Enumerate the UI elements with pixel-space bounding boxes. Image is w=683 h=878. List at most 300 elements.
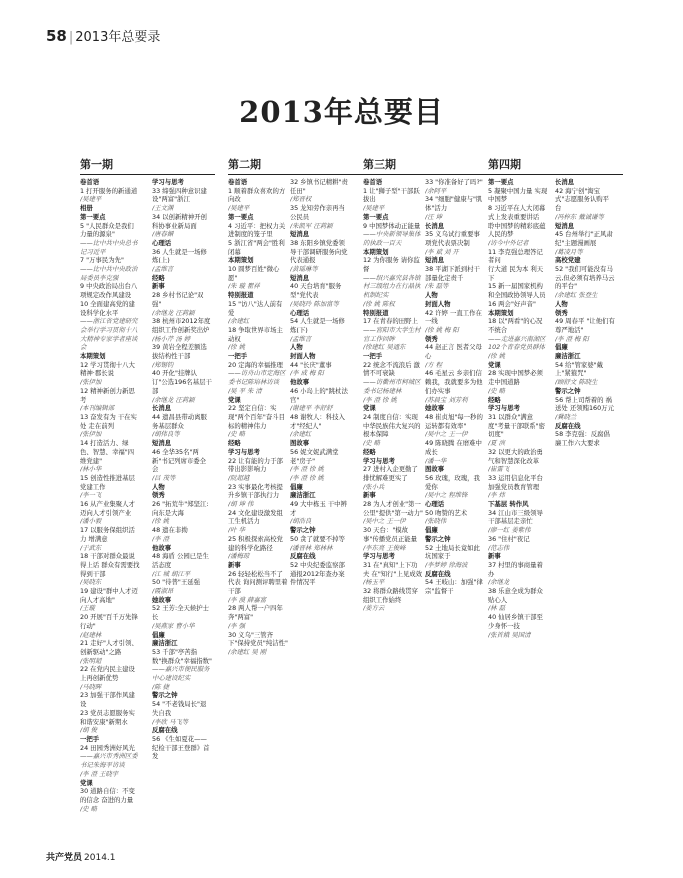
- section-label: 学习与思考: [363, 456, 395, 465]
- author-line: /胡伟良等: [152, 430, 180, 439]
- article-entry: 58 李克强：反腐倡廉工作六大要求: [555, 430, 610, 448]
- section-label: 人物: [290, 343, 303, 352]
- section-label: 短消息: [425, 256, 445, 265]
- article-entry: 15 新一届国家机构和全国政协领导人员: [488, 282, 546, 300]
- article-entry: 13 奋发有为 干在实处 走在前列: [80, 412, 137, 430]
- article-entry: 35 义乌试行重要事项党代表票决制: [425, 230, 480, 247]
- article-entry: 45 台州举行"正风肃纪"主题漫画展: [555, 230, 613, 247]
- section-label: 人物: [152, 482, 165, 491]
- toc-column: [290, 178, 350, 848]
- section-label: 学习与思考: [228, 447, 260, 456]
- section-label: 长消息: [425, 221, 445, 230]
- article-entry: 34 江山市三级领导干部基层走亲忙: [488, 508, 543, 526]
- author-line: /霞淑昂: [152, 587, 174, 596]
- author-line: /吴建平: [363, 204, 385, 213]
- author-line: /吴晓玲 陈加富等: [290, 299, 339, 308]
- article-entry: 23 党员志愿服务实和谐安康"新期水: [80, 708, 135, 726]
- author-line: /徐 姚 梅 阳: [425, 325, 459, 334]
- section-label: 领秀: [555, 308, 568, 317]
- author-line: /李 澄 王晓宇: [80, 769, 119, 778]
- article-entry: 38 东阳乡镇党委领导干部调研服务向党代表通报: [290, 238, 348, 265]
- article-entry: 33 运用信息化平台加强党员教育管理: [488, 473, 543, 491]
- section-label: 短消息: [290, 230, 310, 239]
- author-line: /余阿平: [425, 186, 447, 195]
- toc-column: [425, 178, 485, 848]
- article-entry: 50 "待普"王延强: [152, 578, 200, 587]
- article-entry: 56 玫瑰，玫瑰，我爱你: [425, 473, 480, 491]
- section-label: 领秀: [152, 491, 165, 500]
- article-entry: 46 毛星云 乡亲们信赖我，我就要多为他们办实事: [425, 369, 483, 395]
- section-label: 反腐在线: [152, 726, 178, 735]
- article-entry: 38 乐意全成为群众贴心人: [488, 587, 543, 604]
- toc-column: [363, 178, 423, 848]
- article-entry: 5 凝聚中国力量 实现中国梦: [488, 186, 548, 204]
- article-entry: 16 从产业集聚人才迈向人才引领产业: [80, 500, 135, 517]
- author-line: /孟维言: [152, 265, 174, 274]
- article-entry: 31 以群众"满意度"考量干部联系"密切度": [488, 412, 546, 439]
- author-line: /李一飞: [80, 491, 102, 500]
- author-line: /李 澄 徐 姚: [290, 465, 324, 474]
- author-line: /阮超越: [228, 473, 250, 482]
- article-entry: 44 赵正言 医者父母心: [425, 343, 482, 361]
- author-line: /江 城 胡江平: [152, 569, 191, 578]
- section-label: 第一要点: [488, 178, 514, 186]
- article-entry: 56 《生如夏花——纪检干部王登群》首发: [152, 735, 210, 761]
- article-entry: 12 为你服务 请你监督: [363, 256, 420, 274]
- article-entry: 32 乡镇书记精耕"责任田": [290, 178, 348, 195]
- author-line: /徐 姚: [488, 352, 505, 361]
- header-separator: |: [68, 30, 74, 45]
- article-entry: 48 谢牧人：科技入才"经纪人": [290, 412, 345, 430]
- section-label: 党课: [228, 395, 241, 404]
- author-line: ——比中共中央总书记习近平: [80, 238, 138, 256]
- toc-column: [80, 178, 140, 848]
- section-label: 经略: [363, 447, 376, 456]
- article-entry: 8 习近平在人大闭幕式上发表重要讲话: [488, 204, 546, 221]
- author-line: /冀晓兰: [555, 412, 577, 421]
- author-line: ——绍兴嘉究县各镇村三级组力在行晶执机制纪实: [363, 273, 421, 300]
- section-label: 卷首语: [80, 178, 100, 186]
- section-label: 长消息: [152, 404, 172, 413]
- author-line: /吕 茂等: [152, 473, 176, 482]
- section-label: 倡廉: [425, 526, 438, 535]
- section-label: 新事: [488, 552, 501, 561]
- author-line: /朱 磊等: [425, 282, 449, 291]
- author-line: /李 澄: [152, 534, 169, 543]
- article-entry: 22 坚定自信：实现"两个百年"奋斗目标的精神伟力: [228, 404, 286, 430]
- article-entry: 40 开化"挂牌认订"公选196名基层干部: [152, 369, 212, 395]
- page-footer: [46, 850, 116, 863]
- author-line: /王璇: [80, 604, 95, 613]
- article-entry: 24 田园秀洲好风光: [80, 743, 135, 752]
- article-entry: 32 将群众路线贯穿组织工作始终: [363, 587, 418, 604]
- author-line: ——宫阳市大学生村官工作回眸: [363, 325, 421, 343]
- article-entry: 20 定海的幸福推理: [228, 360, 283, 369]
- author-line: /杨小芹 汤 婷: [152, 334, 191, 343]
- article-entry: 22 让有能的力于部带出影影响力: [228, 456, 283, 474]
- page-title: 2013年总要目: [239, 95, 444, 129]
- article-entry: 35 龙知劳作亲再当公民员: [290, 204, 345, 221]
- section-label: 经略: [152, 273, 165, 282]
- article-entry: 50 吻赞的艺术: [425, 508, 468, 517]
- author-line: /范志伟: [488, 543, 510, 552]
- article-entry: 22 在党内民主建设上再创新优势: [80, 665, 135, 683]
- section-label: 她故事: [425, 404, 445, 413]
- author-line: /冯梓东 戴诚谦等: [555, 212, 604, 221]
- author-line: /李 澄 徐 姚: [290, 473, 324, 482]
- article-entry: 28 为人才创业"第一公里"提供"第一动力": [363, 500, 423, 517]
- author-line: /张首娥 吴国清: [488, 630, 531, 639]
- article-entry: 42 海宁创"淘宝式"志愿服务认购平台: [555, 186, 610, 213]
- section-label: 她故事: [152, 595, 172, 604]
- author-line: /李 漠 薛嘉富: [228, 595, 267, 604]
- article-entry: 34 "细胞"健康与"肌体"活力: [425, 195, 483, 213]
- author-line: ——比中共中央政治局委员李克强: [80, 265, 138, 282]
- author-line: /李东亮 王俊峰: [363, 543, 406, 552]
- issue-heading-2: 第二期: [228, 156, 363, 175]
- article-entry: 23 加强干部作风建设: [80, 691, 135, 709]
- article-entry: 1 打开服务的新通道: [80, 186, 138, 195]
- toc-column: [152, 178, 212, 848]
- author-line: /李 澄 徐 姚: [363, 395, 397, 404]
- author-line: ——访舟山市定海区委书记陈培林访谈: [228, 369, 286, 387]
- author-line: /余继龙 汪莉颖: [152, 308, 195, 317]
- author-line: /方 程: [425, 360, 442, 369]
- section-label: 警示之钟: [152, 691, 178, 700]
- section-label: 心理话: [290, 308, 310, 317]
- article-entry: 33 缔强四种意识建设"两富"浙江: [152, 186, 207, 204]
- author-line: /林小华: [80, 465, 102, 474]
- article-entry: 21 走好"人才引领、创新驱动"之路: [80, 639, 138, 656]
- article-entry: 38 杭州市2012年度组织工作创新奖出炉: [152, 317, 211, 334]
- section-label: 特别报道: [228, 291, 254, 300]
- article-entry: 50 贪了就要不掉等: [290, 534, 345, 543]
- running-head: 2013年总要录: [75, 30, 161, 45]
- author-line: /张晓伟: [425, 517, 447, 526]
- article-entry: 12 学习贯彻十八大精神·郡长说: [80, 360, 135, 378]
- section-label: 学习与思考: [363, 552, 395, 561]
- section-label: 第一要点: [363, 212, 389, 221]
- author-line: /李欣 马飞等: [152, 717, 189, 726]
- section-label: 经略: [488, 395, 501, 404]
- article-entry: 25 积极探索高校党建的科学化路径: [228, 534, 283, 552]
- author-line: /谢建平 李舒舒: [290, 404, 333, 413]
- article-entry: 20 开展"百千万先锋行动": [80, 613, 138, 630]
- author-line: ——访衢州市柯城区委书记杨建林: [363, 378, 421, 395]
- article-entry: 18 争取世界市场主动权: [228, 325, 283, 343]
- author-line: /赵建林: [80, 630, 102, 639]
- article-entry: 5 浙江省"两会"胜利闭幕: [228, 238, 285, 256]
- article-entry: 48 海盾 公园已是生活态度: [152, 552, 209, 569]
- author-line: /胡浩良: [290, 517, 312, 526]
- article-entry: 9 中央政治局出台八项规定改作风建设: [80, 282, 138, 300]
- article-entry: 37 村里的事商量着办: [488, 560, 543, 578]
- article-entry: 46 全华35名"两新"书记列席市委全会: [152, 447, 207, 474]
- article-entry: 54 给"管家婆"戴上"紧箍咒": [555, 360, 603, 378]
- section-label: 廉洁浙江: [555, 352, 581, 361]
- author-line: ——嘉兴市秀洲区委书记朱海平访谈: [80, 752, 138, 770]
- author-line: /廖一红 姜紫伟: [488, 526, 531, 535]
- article-entry: 39 黄岩全程差额选拔结构性干部: [152, 343, 207, 361]
- author-line: /黄瑶琳等: [290, 265, 318, 274]
- author-line: /胡 俊: [80, 726, 97, 735]
- article-entry: 53 千部"亭苦指数"换群众"幸福指数": [152, 647, 212, 665]
- section-label: 党课: [80, 778, 93, 787]
- section-label: 本期策划: [228, 256, 254, 265]
- section-label: 图故事: [290, 439, 310, 448]
- article-entry: 31 在"真知"上下功夫 在"知行"上见成效: [363, 560, 423, 578]
- section-label: 本期策划: [488, 308, 514, 317]
- section-label: 新事: [152, 282, 165, 291]
- author-line: /余继龙: [488, 578, 510, 587]
- author-line: /陈 捷: [152, 682, 169, 691]
- section-label: 特别报道: [363, 308, 389, 317]
- author-line: /张伊加: [80, 430, 102, 439]
- article-entry: 18 干部对群众最说得上话 群众有需要找得到干部: [80, 552, 140, 578]
- article-entry: 56 妮文妮武满堂老"房子": [290, 447, 339, 465]
- article-entry: 49 陈晓腾 在磨难中成长: [425, 439, 482, 456]
- issue-heading-1: 第一期: [80, 156, 215, 175]
- article-entry: 23 实事最化考核提升乡镇干部执行力: [228, 482, 283, 500]
- author-line: /吴中之 王一伊: [363, 517, 406, 526]
- article-entry: 56 帮上司帮着的 祸送处 还领贿160万元: [555, 395, 614, 413]
- author-line: /苏晨宝 刘芳利: [425, 395, 468, 404]
- section-label: 卷首语: [228, 178, 248, 186]
- article-entry: 48 崔贞旭"每一秒的运转都有效率": [425, 412, 483, 430]
- section-label: 卷首语: [363, 178, 383, 186]
- article-entry: 40 仙居乡镇干部至少身怀一技: [488, 613, 543, 630]
- article-entry: 17 在青春的田野上: [363, 317, 418, 326]
- section-label: 倡廉: [555, 343, 568, 352]
- author-line: /余建红 张登生: [555, 291, 598, 300]
- article-entry: 52 土地局长竟如此坑国家于: [425, 543, 480, 561]
- section-label: 一把手: [363, 352, 383, 361]
- author-line: /吴中之 程维锋: [425, 491, 468, 500]
- author-line: /张明超: [80, 656, 102, 665]
- section-label: 反腐在线: [290, 552, 316, 561]
- author-line: /郑晋权: [290, 195, 312, 204]
- article-entry: 26 轻轻松松当不了代表 询问测评聘里着干部: [228, 569, 288, 596]
- author-line: /姜方云: [363, 604, 385, 613]
- section-label: 学习与思考: [152, 178, 184, 186]
- author-line: /余建红 吴 刚: [228, 647, 267, 656]
- author-line: /李梦婷 徐海波: [425, 560, 468, 569]
- section-label: 第一要点: [80, 212, 106, 221]
- section-label: 反腐在线: [555, 421, 581, 430]
- author-line: /李 强: [228, 621, 245, 630]
- article-entry: 28 乡村书记论"双强": [152, 291, 204, 308]
- article-entry: 行大道 民为本 利天下: [488, 265, 544, 282]
- article-entry: 聆中国梦的精彩底蕴人民的梦: [488, 221, 546, 239]
- article-entry: 12 精神新创力新思考: [80, 386, 135, 404]
- article-entry: 11 李克强总理答记者问: [488, 247, 543, 265]
- section-label: 廉洁浙江: [152, 639, 178, 648]
- article-entry: 28 实现中国梦必须走中国道路: [488, 369, 543, 387]
- article-entry: 14 打造活力、绿色、智慧、幸福"四维党建": [80, 439, 135, 465]
- author-line: /潘一华: [425, 456, 447, 465]
- article-entry: 44 "长庆"董事: [290, 360, 332, 369]
- page-header: [46, 26, 160, 45]
- section-label: 长消息: [555, 178, 575, 186]
- article-entry: 36 人生就是一场修炼(上): [152, 247, 207, 265]
- author-line: /郑锡钧: [152, 360, 174, 369]
- author-line: ——浙江省党建研究会举行学习贯彻十八大精神专家学者座谈会: [80, 317, 138, 352]
- section-label: 心理话: [152, 238, 172, 247]
- author-line: /吴中之 王一伊: [425, 430, 468, 439]
- toc-column: [488, 178, 548, 848]
- article-entry: 18 以"两看"的心况不统合: [488, 317, 543, 334]
- author-line: /吴建平: [228, 204, 250, 213]
- author-line: ——中央新领导集体的执政一百天: [363, 230, 421, 247]
- article-entry: 15 "访八"达人前有爱: [228, 299, 283, 317]
- section-label: 短消息: [555, 221, 575, 230]
- author-line: /唐春媚: [152, 230, 174, 239]
- article-entry: 40 天台培育"服务型"党代表: [290, 282, 342, 300]
- article-entry: 17 以服务保组织活力 增满意: [80, 526, 135, 543]
- section-label: 警示之钟: [555, 386, 581, 395]
- author-line: /余继龙 汪莉颖: [152, 395, 195, 404]
- toc-column: [228, 178, 288, 848]
- article-entry: 30 天台："模故事"传播党员正能量: [363, 526, 418, 543]
- section-label: 短消息: [290, 273, 310, 282]
- article-entry: 28 两人帮一户四年奔"两富": [228, 604, 283, 622]
- author-line: /本刊编辑部: [80, 404, 115, 413]
- section-label: 高校党建: [555, 256, 581, 265]
- article-entry: 9 中国梦体动正能量: [363, 221, 421, 230]
- section-label: 他故事: [152, 543, 172, 552]
- author-line: /林 磊: [488, 604, 505, 613]
- author-line: /崔雷飞: [488, 465, 510, 474]
- author-line: /胡 坤 伟: [228, 500, 254, 509]
- author-line: /徐 姚: [152, 517, 169, 526]
- section-label: 心理话: [425, 500, 445, 509]
- article-entry: 15 创造性推进基层党建工作: [80, 473, 135, 491]
- article-entry: 10 全面建高党的建设科学化水平: [80, 299, 135, 317]
- author-line: /徐建红 吴通东: [363, 343, 406, 352]
- issue-heading-4: 第四期: [488, 156, 623, 175]
- section-label: 短消息: [152, 439, 172, 448]
- section-label: 党课: [488, 360, 501, 369]
- author-line: /吴晓东: [80, 578, 102, 587]
- article-entry: 49 大中栋玉 干中辨才: [290, 500, 347, 517]
- author-line: /朱凯军 汪莉颖: [290, 221, 333, 230]
- author-line: /孟维言: [290, 334, 312, 343]
- article-entry: 26 "拓荒牛"郑坚江:向东是大海: [152, 500, 209, 517]
- article-entry: 52 "我们可能没有马云,但必须有培养马云的平台": [555, 265, 615, 291]
- article-entry: 42 许婷 一直工作在一线: [425, 308, 482, 326]
- article-entry: 1 让"狮子型"干部跃拔出: [363, 186, 420, 204]
- section-label: 相册: [80, 204, 93, 213]
- section-label: 他故事: [290, 378, 310, 387]
- article-entry: 30 道路自信：不变的信念 奋进的力量: [80, 787, 135, 804]
- section-label: 封面人物: [425, 299, 451, 308]
- author-line: /徐 姚 陈权: [363, 299, 395, 308]
- section-label: 一把手: [228, 352, 248, 361]
- toc-column: [555, 178, 615, 848]
- magazine-logo: 共产党员: [46, 853, 83, 863]
- article-entry: 54 人生就是一场修炼(下): [290, 317, 345, 334]
- author-line: /吴 平 朱 清: [228, 386, 262, 395]
- author-line: /史 略: [363, 439, 380, 448]
- article-entry: 38 平湖下派到村干部量化定责千: [425, 265, 480, 282]
- author-line: /余建红: [228, 317, 250, 326]
- section-label: 一把手: [80, 735, 100, 743]
- author-line: /吴建平: [80, 195, 102, 204]
- author-line: /顾舒文 陈晓生: [555, 378, 598, 387]
- issue-date: 2014.1: [84, 853, 116, 863]
- author-line: /张伊加: [80, 378, 102, 387]
- section-label: 学习与思考: [488, 404, 520, 413]
- author-line: /朱 璇 瞿祥: [228, 282, 260, 291]
- author-line: /汪 坤: [425, 212, 442, 221]
- author-line: /马晓晖: [80, 682, 102, 691]
- section-label: 经略: [228, 439, 241, 448]
- author-line: /潘晋林 郑林林: [290, 543, 333, 552]
- section-label: 倡廉: [152, 630, 165, 639]
- article-entry: 10 圆梦百姓"微心愿": [228, 265, 280, 282]
- section-label: 新事: [228, 560, 241, 569]
- article-entry: 1 顺着群众喜欢的方向改: [228, 186, 286, 204]
- author-line: /李 成 梅 阳: [290, 369, 324, 378]
- article-entry: 22 统念不流浪后 激情不可衰缺: [363, 360, 420, 378]
- article-entry: 27 进村入企更勤了 排忧解难更实了: [363, 465, 418, 482]
- article-entry: 30 义乌"三管齐下"保持党员"纯洁性": [228, 630, 288, 648]
- section-label: 新事: [363, 491, 376, 500]
- author-line: /余建红: [290, 430, 312, 439]
- article-entry: 34 以创新精神开创科协事业新局面: [152, 212, 207, 230]
- section-label: 第一要点: [228, 212, 254, 221]
- article-entry: 4 习近平：把权力关进制度的笼子里: [228, 221, 286, 239]
- section-label: 本期策划: [80, 352, 106, 361]
- article-entry: 52 王芳:全天候护士长: [152, 604, 210, 622]
- article-entry: 32 以更大的政治勇气和智慧深化改革: [488, 447, 543, 465]
- article-entry: 54 "不老钱局长"退失自我: [152, 700, 207, 717]
- section-label: 廉洁浙江: [290, 491, 316, 500]
- article-entry: 5 "人民群众是我们力量的源泉": [80, 221, 134, 239]
- section-label: 警示之钟: [290, 526, 316, 535]
- section-label: 人物: [425, 291, 438, 300]
- author-line: /访今中外记者: [488, 238, 529, 247]
- author-line: /潘梅琼: [228, 552, 250, 561]
- section-label: 反腐在线: [425, 569, 451, 578]
- section-label: 图故事: [425, 465, 445, 474]
- article-entry: 33 "你准备好了吗?": [425, 178, 483, 186]
- page-number: 58: [46, 27, 67, 45]
- article-entry: 54 王岐山：加强"律宗"监督干: [425, 578, 483, 596]
- author-line: /史 略: [228, 430, 245, 439]
- article-entry: 44 遗昌县带动离服务基层群众: [152, 412, 207, 430]
- author-line: /夏 滨: [488, 439, 505, 448]
- article-entry: 49 周春平 "让他们有尊严地活": [555, 317, 615, 334]
- article-entry: 36 "住村"夜记: [488, 534, 530, 543]
- section-label: 封面人物: [290, 352, 316, 361]
- article-entry: 48 遗在非拗: [152, 526, 188, 535]
- author-line: /潘小毅: [80, 517, 102, 526]
- section-label: 下基层 转作风: [488, 500, 529, 509]
- section-label: 本期策划: [363, 247, 389, 256]
- article-entry: 19 建设"群中人才迈向人才高地": [80, 587, 138, 604]
- author-line: /史 略: [80, 804, 97, 813]
- author-line: /杨玉平: [363, 578, 385, 587]
- author-line: /于武东: [80, 543, 102, 552]
- article-entry: 16 两会"好声音": [488, 299, 536, 308]
- article-entry: 46 小岛上的"跳杖法官": [290, 386, 348, 404]
- author-line: /张小兵: [363, 482, 385, 491]
- section-label: 倡廉: [290, 482, 303, 491]
- article-entry: 24 文化建设激发组工生机活力: [228, 508, 283, 526]
- author-line: /吴燕家 曹小华: [152, 621, 195, 630]
- section-label: 领秀: [425, 334, 438, 343]
